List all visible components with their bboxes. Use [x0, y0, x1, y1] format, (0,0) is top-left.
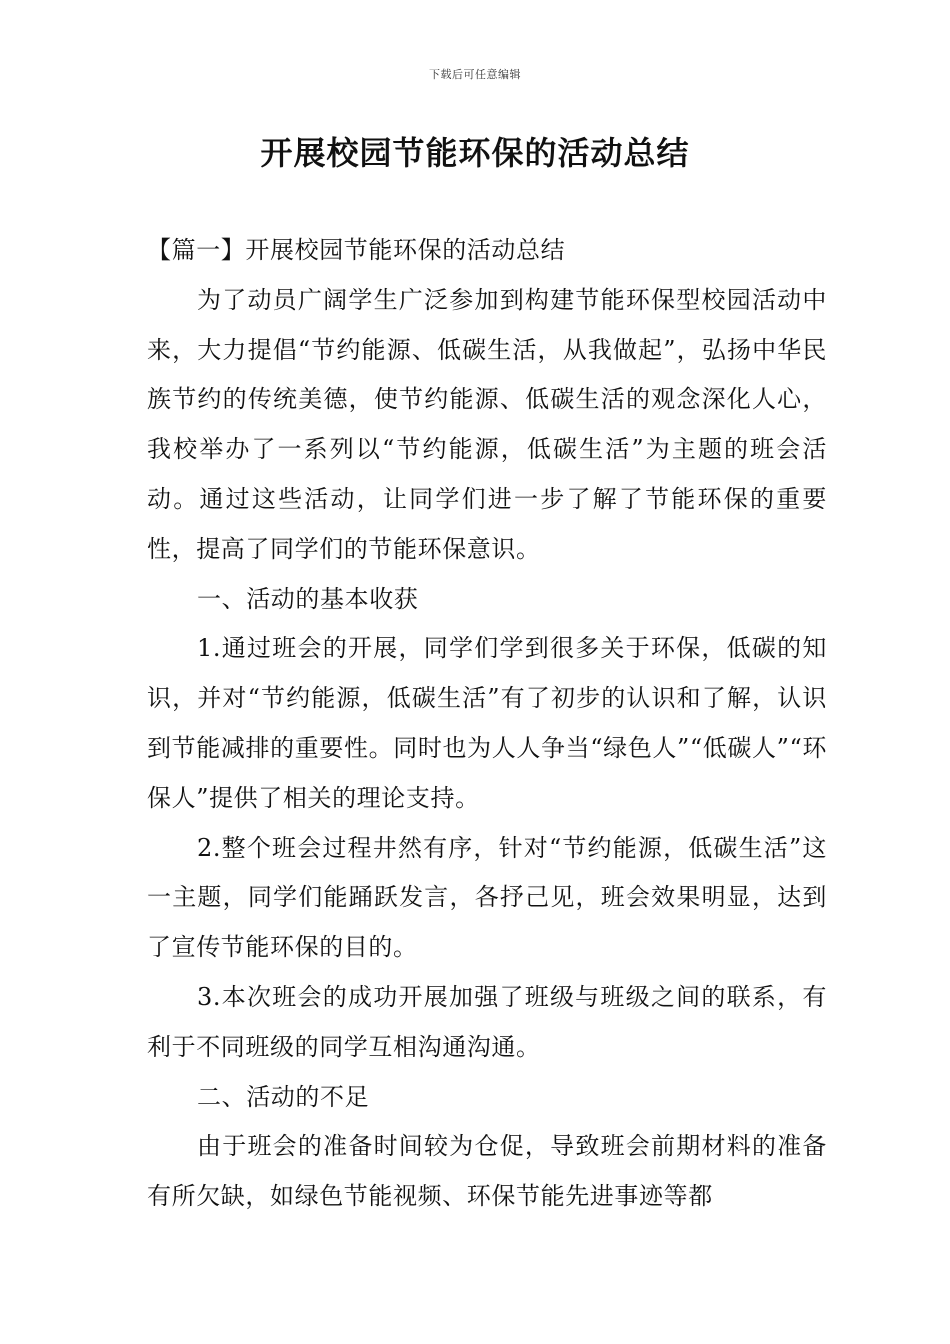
achievement-item-1: 1.通过班会的开展，同学们学到很多关于环保，低碳的知识，并对“节约能源，低碳生活”有了初步的认识和了解，认识到节能减排的重要性。同时也为人人争当“绿色人”“低碳人”“环保人”提供了相关的理论支持。 [147, 634, 827, 812]
shortcomings-paragraph: 由于班会的准备时间较为仓促，导致班会前期材料的准备有所欠缺，如绿色节能视频、环保节能先进事迹等都 [147, 1132, 827, 1211]
achievement-item-2: 2.整个班会过程井然有序，针对“节约能源，低碳生活”这一主题，同学们能踊跃发言，各抒己见，班会效果明显，达到了宣传节能环保的目的。 [147, 833, 827, 962]
section-heading: 【篇一】开展校园节能环保的活动总结 [147, 236, 566, 264]
intro-paragraph: 为了动员广阔学生广泛参加到构建节能环保型校园活动中来，大力提倡“节约能源、低碳生活，从我做起”，弘扬中华民族节约的传统美德，使节约能源、低碳生活的观念深化人心，我校举办了一系列以“节约能源，低碳生活”为主题的班会活动。通过这些活动，让同学们进一步了解了节能环保的重要性，提高了同学们的节能环保意识。 [147, 285, 827, 563]
subheading-shortcomings: 二、活动的不足 [197, 1082, 370, 1111]
achievement-item-3: 3.本次班会的成功开展加强了班级与班级之间的联系，有利于不同班级的同学互相沟通沟通。 [147, 982, 827, 1061]
document-body [147, 226, 827, 1222]
header-note: 下载后可任意编辑 [429, 68, 521, 81]
subheading-achievements: 一、活动的基本收获 [197, 584, 419, 613]
document-title: 开展校园节能环保的活动总结 [260, 134, 690, 172]
